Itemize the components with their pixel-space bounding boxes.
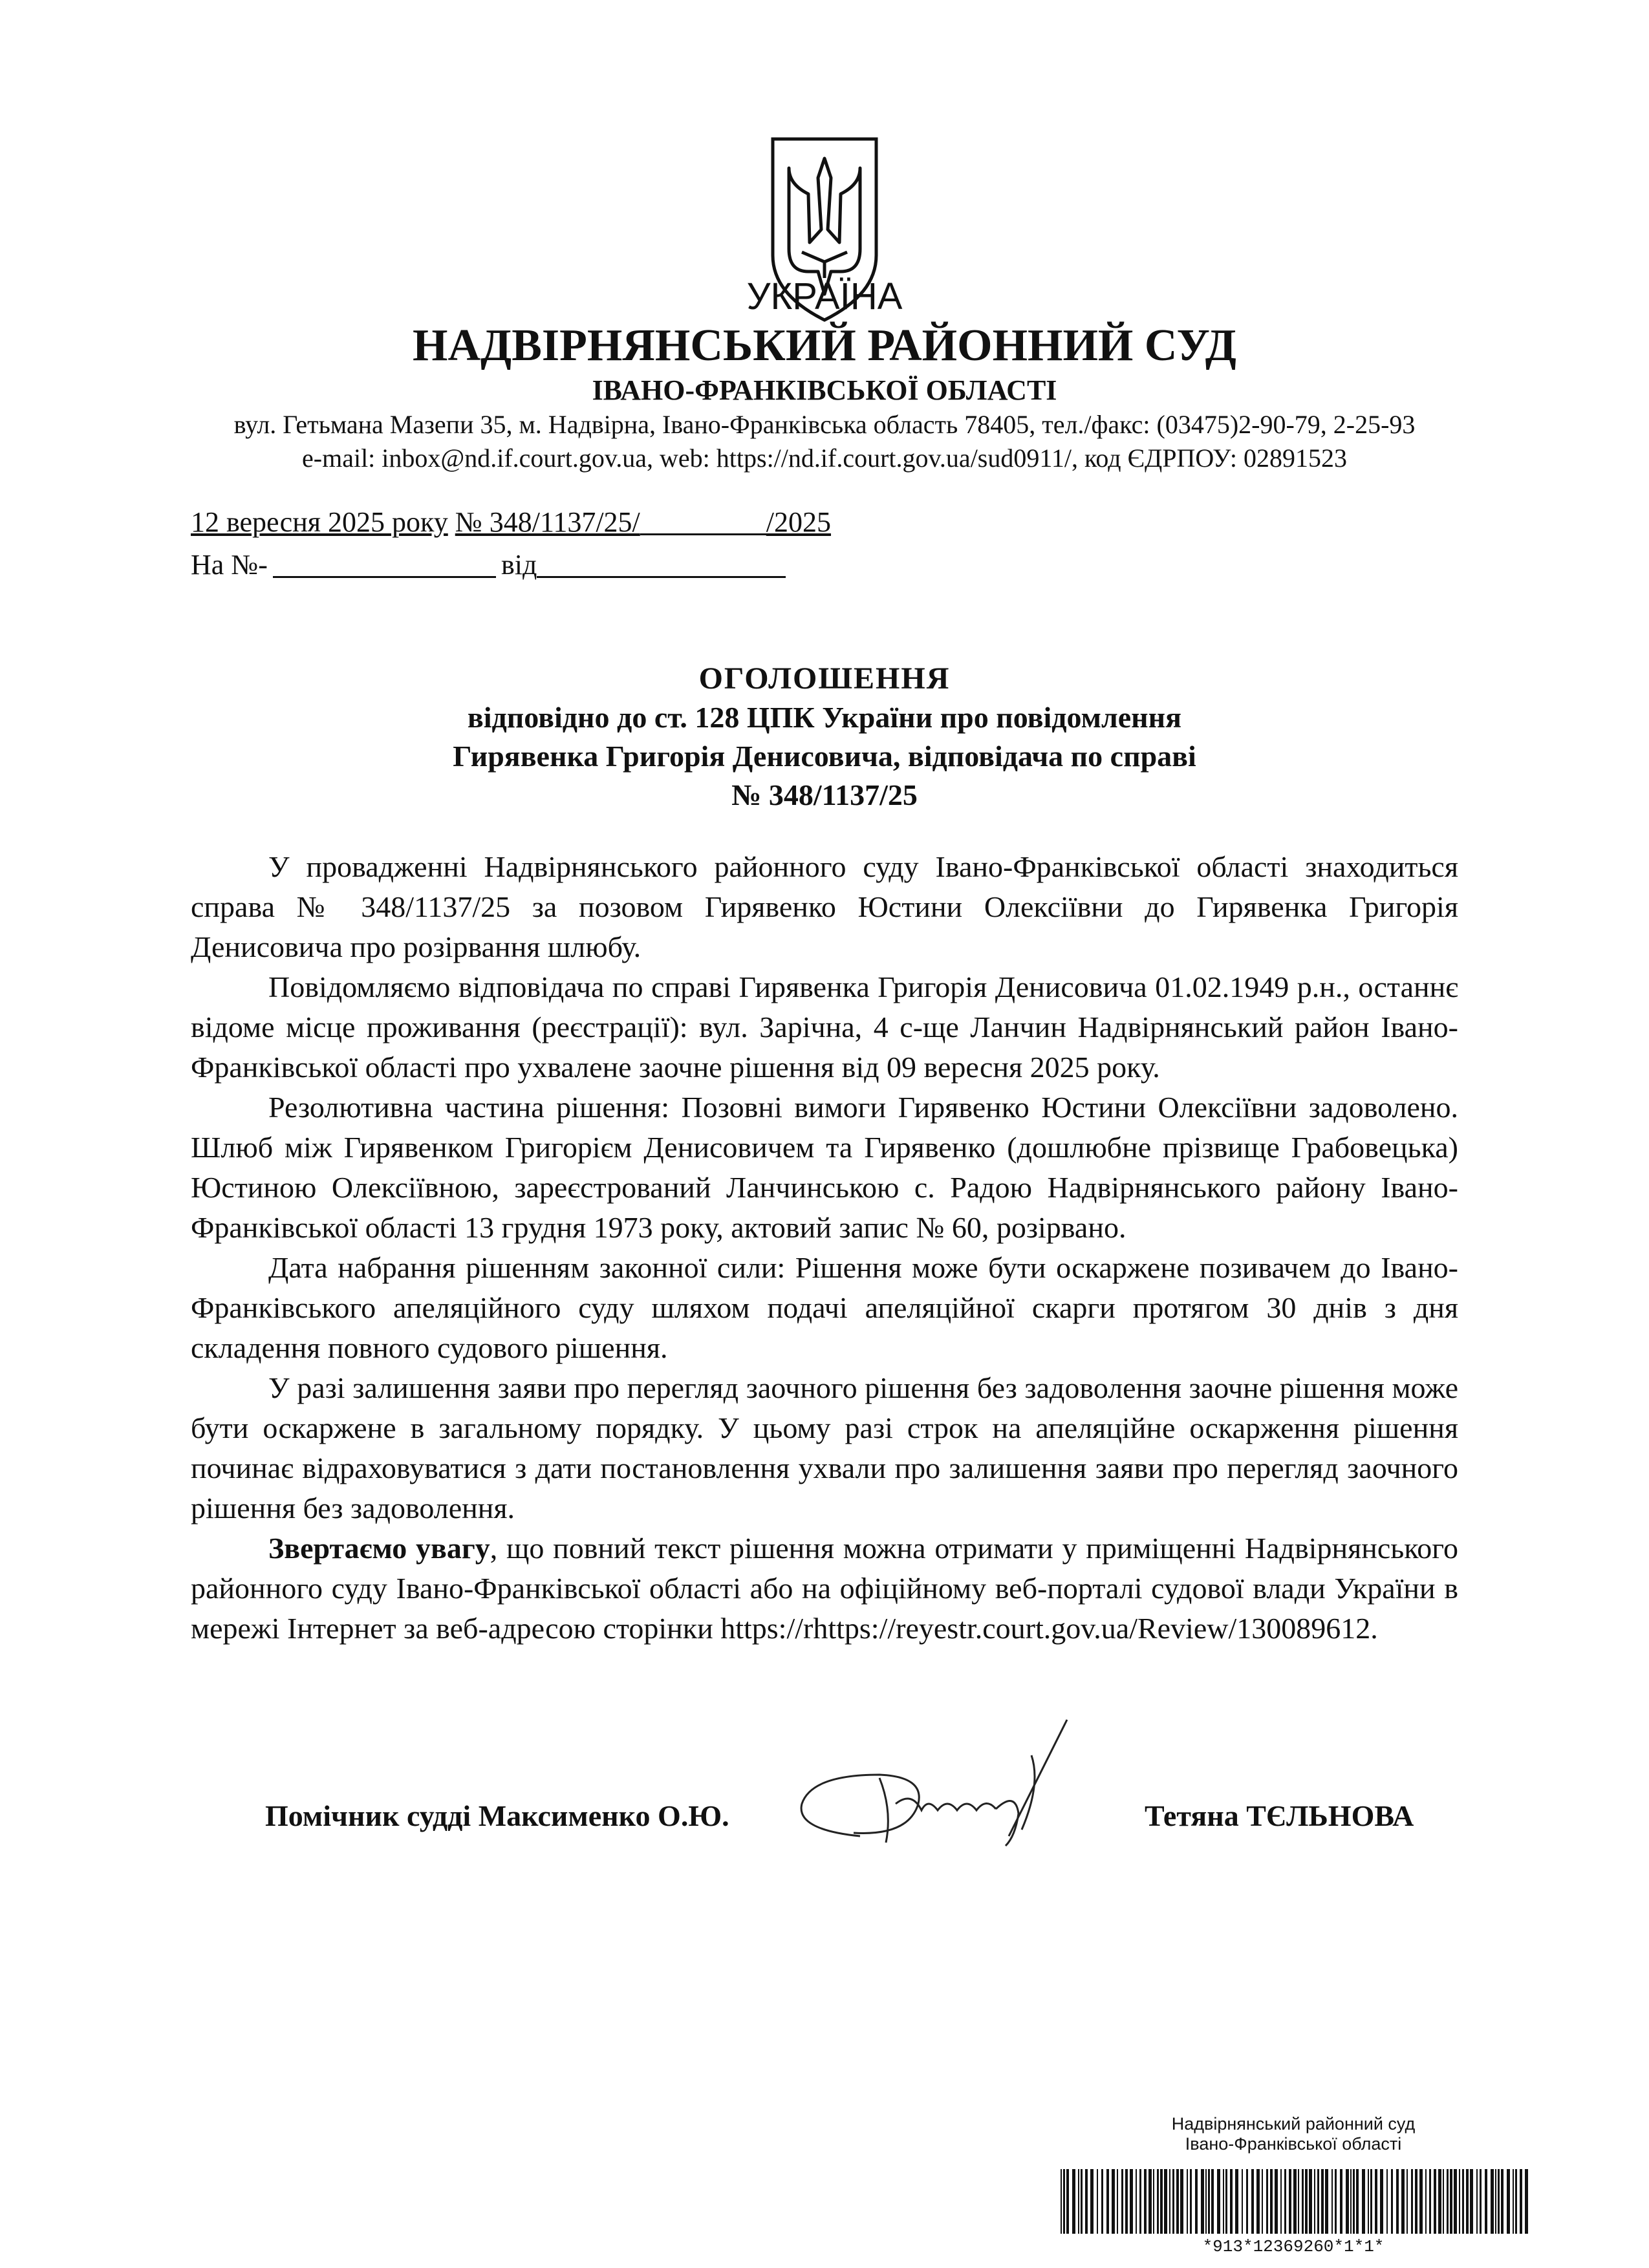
barcode-bar (1164, 2169, 1167, 2234)
registration-year: /2025 (766, 506, 832, 538)
title-heading: ОГОЛОШЕННЯ (698, 661, 951, 696)
barcode-bar (1321, 2169, 1324, 2234)
barcode-bar (1205, 2169, 1207, 2234)
registration-line (191, 506, 831, 539)
barcode-bar (1270, 2169, 1273, 2234)
paragraph-3: Резолютивна частина рішення: Позовні вимоги Гирявенко Юстини Олексіївни задоволено. Шлюб між Гирявенком Григорієм Денисовичем та Гирявенко (дошлюбне прізвище Грабовецька) Юстиною Олексіївною, зареєстрований Ланчинською с. Радою Надвірнянського району Івано-Франківської області 13 грудня 1973 року, актовий запис № 60, розірвано. (191, 1091, 1458, 1244)
barcode-number: *913*12369260*1*1* (1202, 2237, 1385, 2256)
barcode-bar (1160, 2169, 1163, 2234)
barcode-bar (1125, 2169, 1128, 2234)
barcode-bar (1305, 2169, 1308, 2234)
barcode-bar (1242, 2169, 1243, 2234)
barcode-bar (1498, 2169, 1500, 2234)
barcode (1061, 2169, 1533, 2234)
document-title (0, 659, 1649, 815)
barcode-bar (1284, 2169, 1286, 2234)
barcode-bar (1078, 2169, 1079, 2234)
reference-from-label: від (501, 549, 537, 581)
barcode-bar (1462, 2169, 1464, 2234)
barcode-bar (1208, 2169, 1210, 2234)
barcode-bar (1121, 2169, 1123, 2234)
barcode-bar (1513, 2169, 1514, 2234)
barcode-bar (1180, 2169, 1183, 2234)
barcode-bar (1298, 2169, 1299, 2234)
title-line-1: відповідно до ст. 128 ЦПК України про повідомлення (467, 701, 1182, 734)
barcode-bar (1480, 2169, 1482, 2234)
barcode-bar (1172, 2169, 1174, 2234)
barcode-bar (1340, 2169, 1342, 2234)
barcode-bar (1443, 2169, 1444, 2234)
barcode-bar (1289, 2169, 1291, 2234)
handwritten-signature (782, 1707, 1080, 1875)
barcode-bar (1450, 2169, 1452, 2234)
barcode-bar (1380, 2169, 1383, 2234)
reference-line (191, 548, 786, 581)
barcode-bar (1470, 2169, 1473, 2234)
barcode-bar (1225, 2169, 1227, 2234)
barcode-bar (1386, 2169, 1388, 2234)
barcode-bar (1101, 2169, 1103, 2234)
barcode-bar (1169, 2169, 1170, 2234)
registration-number-blank (640, 508, 766, 535)
barcode-bar (1309, 2169, 1312, 2234)
barcode-bar (1201, 2169, 1204, 2234)
barcode-bar (1153, 2169, 1154, 2234)
barcode-bar (1217, 2169, 1220, 2234)
barcode-bar (1370, 2169, 1372, 2234)
barcode-bar (1280, 2169, 1282, 2234)
barcode-bar (1476, 2169, 1478, 2234)
barcode-bar (1375, 2169, 1377, 2234)
barcode-bar (1117, 2169, 1118, 2234)
barcode-bar (1401, 2169, 1405, 2234)
barcode-bar (1331, 2169, 1333, 2234)
barcode-bar (1459, 2169, 1460, 2234)
barcode-bar (1106, 2169, 1109, 2234)
barcode-bar (1139, 2169, 1141, 2234)
court-contacts: e-mail: inbox@nd.if.court.gov.ua, web: https://nd.if.court.gov.ua/sud0911/, код ЄДРПОУ: 02891523 (302, 444, 1347, 473)
barcode-bar (1314, 2169, 1315, 2234)
paragraph-1: У провадженні Надвірнянського районного суду Івано-Франківської області знаходиться справа № 348/1137/25 за позовом Гирявенко Юстини Олексіївни до Гирявенка Григорія Денисовича про розірвання шлюбу. (191, 850, 1458, 963)
title-line-3: № 348/1137/25 (731, 778, 918, 811)
signatory-name: Тетяна ТЄЛЬНОВА (1145, 1799, 1414, 1832)
barcode-bar (1525, 2169, 1528, 2234)
barcode-bar (1415, 2169, 1417, 2234)
barcode-bar (1438, 2169, 1441, 2234)
barcode-bar (1302, 2169, 1304, 2234)
barcode-bar (1396, 2169, 1399, 2234)
barcode-bar (1157, 2169, 1159, 2234)
barcode-bar (1325, 2169, 1328, 2234)
barcode-bar (1515, 2169, 1517, 2234)
paragraph-4: Дата набрання рішенням законної сили: Рішення може бути оскаржене позивачем до Івано-Франківського апеляційного суду шляхом подачі апеляційної скарги протягом 30 днів з дня складення повного судового рішення. (191, 1251, 1458, 1364)
barcode-bar (1112, 2169, 1115, 2234)
assistant-signatory: Помічник судді Максименко О.Ю. (265, 1799, 729, 1832)
barcode-bar (1256, 2169, 1260, 2234)
stamp-court-name: Надвірнянський районний суд (1171, 2114, 1416, 2134)
barcode-bar (1235, 2169, 1238, 2234)
barcode-bar (1072, 2169, 1075, 2234)
barcode-bar (1447, 2169, 1449, 2234)
attention-label: Звертаємо увагу (268, 1532, 490, 1565)
barcode-bar (1275, 2169, 1278, 2234)
barcode-bar (1061, 2169, 1062, 2234)
barcode-bar (1266, 2169, 1268, 2234)
reference-label: На №- (191, 549, 268, 581)
barcode-bar (1353, 2169, 1355, 2234)
barcode-bar (1148, 2169, 1152, 2234)
barcode-bar (1085, 2169, 1088, 2234)
barcode-bar (1144, 2169, 1147, 2234)
barcode-bar (1520, 2169, 1522, 2234)
document-body (191, 847, 1458, 1649)
title-line-2: Гирявенка Григорія Денисовича, відповідача по справі (453, 740, 1196, 773)
barcode-bar (1136, 2169, 1137, 2234)
attention-text: , що повний текст рішення можна отримати у приміщенні Надвірнянського районного суду Івано-Франківської області або на офіційному веб-порталі судової влади України в мережі Інтернет за веб-адресою сторінки https://rhttps://reyestr.court.gov.ua/Review/130089612. (191, 1532, 1458, 1645)
registration-date: 12 вересня 2025 року (191, 506, 448, 538)
barcode-bar (1251, 2169, 1254, 2234)
barcode-bar (1335, 2169, 1337, 2234)
barcode-bar (1246, 2169, 1248, 2234)
barcode-bar (1454, 2169, 1457, 2234)
reference-date-blank (537, 550, 786, 578)
barcode-bar (1350, 2169, 1352, 2234)
barcode-bar (1317, 2169, 1319, 2234)
barcode-bar (1411, 2169, 1413, 2234)
barcode-bar (1368, 2169, 1369, 2234)
barcode-bar (1485, 2169, 1487, 2234)
barcode-bar (1063, 2169, 1065, 2234)
barcode-bar (1195, 2169, 1198, 2234)
barcode-bar (1223, 2169, 1224, 2234)
barcode-bar (1495, 2169, 1496, 2234)
barcode-bar (1406, 2169, 1408, 2234)
stamp-court-region: Івано-Франківської області (1185, 2134, 1402, 2154)
barcode-bar (1130, 2169, 1133, 2234)
court-name: НАДВІРНЯНСЬКИЙ РАЙОННИЙ СУД (413, 321, 1236, 370)
barcode-bar (1434, 2169, 1436, 2234)
barcode-bar (1293, 2169, 1297, 2234)
barcode-bar (1230, 2169, 1233, 2234)
court-address: вул. Гетьмана Мазепи 35, м. Надвірна, Івано-Франківська область 78405, тел./факс: (03475)2-90-79, 2-25-93 (233, 410, 1416, 439)
barcode-bar (1491, 2169, 1494, 2234)
barcode-bar (1187, 2169, 1188, 2234)
barcode-bar (1097, 2169, 1098, 2234)
barcode-bar (1262, 2169, 1263, 2234)
paragraph-2: Повідомляємо відповідача по справі Гирявенка Григорія Денисовича 01.02.1949 р.н., останнє відоме місце проживання (реєстрації): вул. Зарічна, 4 с-ще Ланчин Надвірнянський район Івано-Франківської області про ухвалене заочне рішення від 09 вересня 2025 року. (191, 970, 1458, 1084)
court-region: ІВАНО-ФРАНКІВСЬКОЇ ОБЛАСТІ (592, 374, 1057, 406)
barcode-bar (1391, 2169, 1393, 2234)
barcode-bar (1066, 2169, 1069, 2234)
barcode-bar (1507, 2169, 1510, 2234)
barcode-bar (1346, 2169, 1349, 2234)
barcode-bar (1190, 2169, 1192, 2234)
barcode-bar (1429, 2169, 1431, 2234)
registration-number: № 348/1137/25/ (455, 506, 640, 538)
barcode-bar (1081, 2169, 1083, 2234)
barcode-bar (1466, 2169, 1469, 2234)
barcode-bar (1419, 2169, 1423, 2234)
country-name: УКРАЇНА (746, 275, 903, 317)
barcode-bar (1356, 2169, 1359, 2234)
barcode-bar (1176, 2169, 1179, 2234)
reference-number-blank (273, 550, 496, 578)
barcode-bar (1211, 2169, 1214, 2234)
paragraph-5: У разі залишення заяви про перегляд заочного рішення без задоволення заочне рішення може бути оскаржене в загальному порядку. У цьому разі строк на апеляційне оскарження рішення починає відраховуватися з дати постановлення ухвали про залишення заяви про перегляд заочного рішення без задоволення. (191, 1371, 1458, 1524)
barcode-bar (1090, 2169, 1094, 2234)
barcode-bar (1425, 2169, 1427, 2234)
paragraph-6 (191, 1528, 1458, 1649)
barcode-bar (1501, 2169, 1503, 2234)
registry-stamp (1048, 2114, 1539, 2154)
barcode-bar (1362, 2169, 1365, 2234)
